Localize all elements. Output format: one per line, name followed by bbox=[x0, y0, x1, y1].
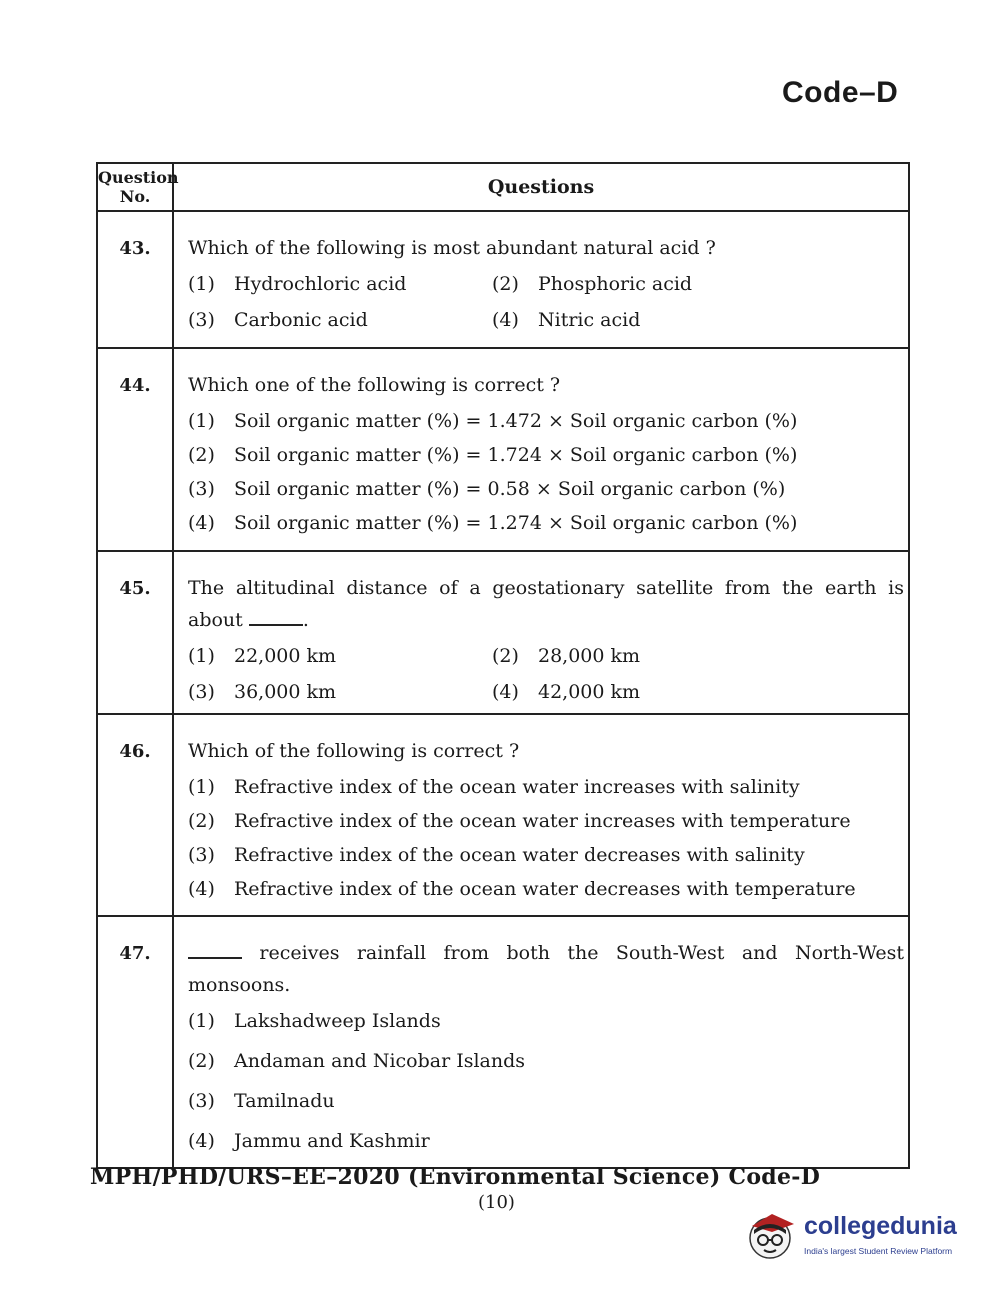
option-2: (2) Refractive index of the ocean water increases with temperature bbox=[188, 810, 851, 832]
table-header-row bbox=[97, 163, 909, 211]
question-row-44 bbox=[97, 348, 909, 551]
option-1: (1) Hydrochloric acid bbox=[188, 273, 407, 295]
question-row-43 bbox=[97, 211, 909, 348]
question-text: Which of the following is most abundant natural acid ? bbox=[188, 237, 716, 259]
option-3: (3) Carbonic acid bbox=[188, 309, 368, 331]
paper-code: Code–D bbox=[782, 76, 899, 109]
option-4: (4) 42,000 km bbox=[492, 681, 641, 703]
answer-blank bbox=[188, 939, 242, 959]
question-body bbox=[173, 348, 909, 551]
option-2: (2) 28,000 km bbox=[492, 645, 641, 667]
collegedunia-watermark bbox=[742, 1204, 972, 1266]
option-2: (2) Soil organic matter (%) = 1.724 × Soil organic carbon (%) bbox=[188, 444, 798, 466]
option-1: (1) Soil organic matter (%) = 1.472 × Soil organic carbon (%) bbox=[188, 410, 798, 432]
question-body bbox=[173, 714, 909, 916]
options-grid bbox=[188, 268, 908, 336]
brand-name: collegedunia bbox=[804, 1212, 957, 1240]
options-list bbox=[188, 771, 908, 905]
option-3: (3) 36,000 km bbox=[188, 681, 337, 703]
question-text: receives rainfall from both the South-West and North-West monsoons. bbox=[188, 937, 908, 1001]
option-1: (1) Lakshadweep Islands bbox=[188, 1010, 441, 1032]
questions-table bbox=[96, 162, 910, 1169]
option-4: (4) Jammu and Kashmir bbox=[188, 1130, 430, 1152]
options-list bbox=[188, 1005, 908, 1157]
option-2: (2) Phosphoric acid bbox=[492, 273, 693, 295]
collegedunia-logo-icon bbox=[742, 1204, 800, 1266]
question-number: 44. bbox=[97, 348, 173, 551]
question-number: 45. bbox=[97, 551, 173, 714]
answer-blank bbox=[249, 606, 303, 626]
question-text: Which one of the following is correct ? bbox=[188, 374, 561, 396]
option-4: (4) Refractive index of the ocean water decreases with temperature bbox=[188, 878, 856, 900]
questions-header: Questions bbox=[173, 163, 909, 211]
question-row-46 bbox=[97, 714, 909, 916]
brand-tagline: India's largest Student Review Platform bbox=[804, 1246, 953, 1256]
option-1: (1) Refractive index of the ocean water increases with salinity bbox=[188, 776, 800, 798]
option-4: (4) Nitric acid bbox=[492, 309, 641, 331]
question-body bbox=[173, 211, 909, 348]
footer-title: MPH/PHD/URS–EE–2020 (Environmental Science) Code-D bbox=[90, 1164, 821, 1190]
question-number: 46. bbox=[97, 714, 173, 916]
option-3: (3) Refractive index of the ocean water decreases with salinity bbox=[188, 844, 805, 866]
question-body bbox=[173, 916, 909, 1168]
question-number: 47. bbox=[97, 916, 173, 1168]
question-row-47 bbox=[97, 916, 909, 1168]
option-3: (3) Soil organic matter (%) = 0.58 × Soil organic carbon (%) bbox=[188, 478, 786, 500]
question-row-45 bbox=[97, 551, 909, 714]
question-no-header: Question No. bbox=[97, 163, 173, 211]
option-4: (4) Soil organic matter (%) = 1.274 × Soil organic carbon (%) bbox=[188, 512, 798, 534]
page-number: (10) bbox=[478, 1192, 515, 1213]
question-body bbox=[173, 551, 909, 714]
question-number: 43. bbox=[97, 211, 173, 348]
question-text: The altitudinal distance of a geostationary satellite from the earth is about . bbox=[188, 577, 904, 631]
option-1: (1) 22,000 km bbox=[188, 645, 337, 667]
options-grid bbox=[188, 640, 908, 708]
option-2: (2) Andaman and Nicobar Islands bbox=[188, 1050, 526, 1072]
options-list bbox=[188, 405, 908, 539]
question-text: Which of the following is correct ? bbox=[188, 740, 520, 762]
option-3: (3) Tamilnadu bbox=[188, 1090, 335, 1112]
